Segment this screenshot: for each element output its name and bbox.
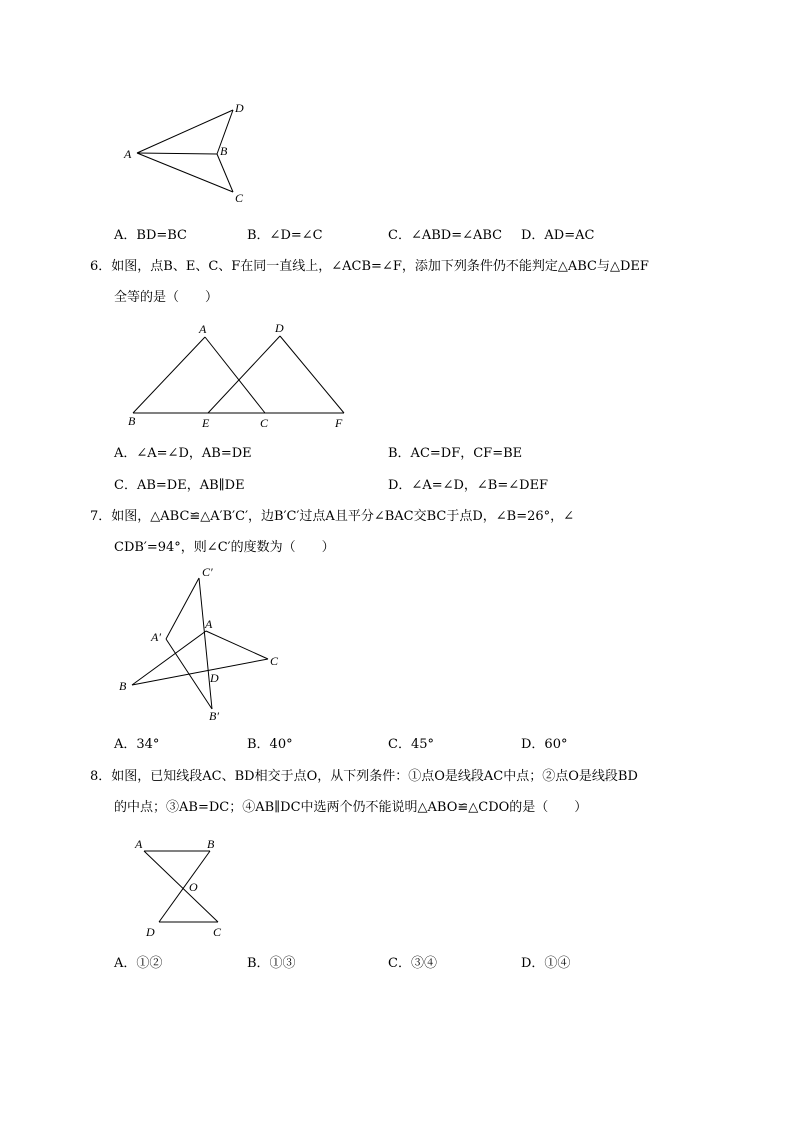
- q6-label-a: A: [199, 322, 207, 336]
- q7-option-a[interactable]: A．34°: [114, 737, 160, 752]
- q6-question-line2: 全等的是（ ）: [114, 290, 219, 305]
- q6-label-d: D: [275, 321, 284, 335]
- q5-figure: [110, 95, 270, 210]
- q8-option-a[interactable]: A．①②: [114, 956, 163, 971]
- q7-option-d[interactable]: D．60°: [521, 737, 568, 752]
- q7-label-c-prime: C′: [202, 565, 213, 579]
- q6-label-c: C: [260, 416, 269, 430]
- q5-label-b: B: [220, 144, 228, 158]
- q8-label-c: C: [213, 925, 222, 939]
- q6-option-d[interactable]: D．∠A=∠D，∠B=∠DEF: [388, 478, 549, 493]
- q7-label-d: D: [210, 671, 219, 685]
- q8-figure: [130, 832, 240, 947]
- q6-question-line1: 6．如图，点B、E、C、F在同一直线上，∠ACB=∠F，添加下列条件仍不能判定△ABC与△DEF: [90, 259, 649, 274]
- q5-option-c[interactable]: C．∠ABD=∠ABC: [388, 228, 503, 243]
- q8-question-line1: 8．如图，已知线段AC、BD相交于点O，从下列条件：①点O是线段AC中点；②点O是线段BD: [90, 769, 638, 784]
- q8-label-a: A: [135, 837, 143, 851]
- q6-option-c[interactable]: C．AB=DE，AB∥DE: [114, 478, 245, 493]
- q7-figure: [115, 562, 290, 727]
- q7-option-b[interactable]: B．40°: [247, 737, 293, 752]
- q7-question-line1: 7．如图，△ABC≌△A′B′C′，边B′C′过点A且平分∠BAC交BC于点D，∠B=26°，∠: [90, 509, 575, 524]
- q6-figure: [120, 318, 360, 433]
- q7-label-b-prime: B′: [209, 709, 219, 723]
- q8-option-d[interactable]: D．①④: [521, 956, 571, 971]
- q7-label-a: A: [205, 617, 213, 631]
- q8-question-line2: 的中点；③AB=DC；④AB∥DC中选两个仍不能说明△ABO≌△CDO的是（ ）: [114, 800, 588, 815]
- q5-option-a[interactable]: A．BD=BC: [114, 228, 187, 243]
- q8-label-o: O: [189, 880, 198, 894]
- q6-label-e: E: [202, 416, 210, 430]
- q7-label-b: B: [119, 679, 127, 693]
- q5-label-d: D: [235, 101, 244, 115]
- q7-label-a-prime: A′: [151, 630, 161, 644]
- q5-option-b[interactable]: B．∠D=∠C: [247, 228, 323, 243]
- q6-label-b: B: [128, 414, 136, 428]
- q8-option-c[interactable]: C．③④: [388, 956, 437, 971]
- q8-label-b: B: [207, 837, 215, 851]
- q7-label-c: C: [270, 654, 279, 668]
- q7-option-c[interactable]: C．45°: [388, 737, 434, 752]
- q5-label-a: A: [124, 147, 132, 161]
- q8-label-d: D: [146, 925, 155, 939]
- q5-option-d[interactable]: D．AD=AC: [521, 228, 595, 243]
- q6-option-a[interactable]: A．∠A=∠D，AB=DE: [114, 446, 252, 461]
- q8-option-b[interactable]: B．①③: [247, 956, 296, 971]
- q5-label-c: C: [235, 191, 244, 205]
- q7-question-line2: CDB′=94°，则∠C′的度数为（ ）: [114, 540, 335, 555]
- q6-option-b[interactable]: B．AC=DF，CF=BE: [388, 446, 523, 461]
- q6-label-f: F: [335, 416, 343, 430]
